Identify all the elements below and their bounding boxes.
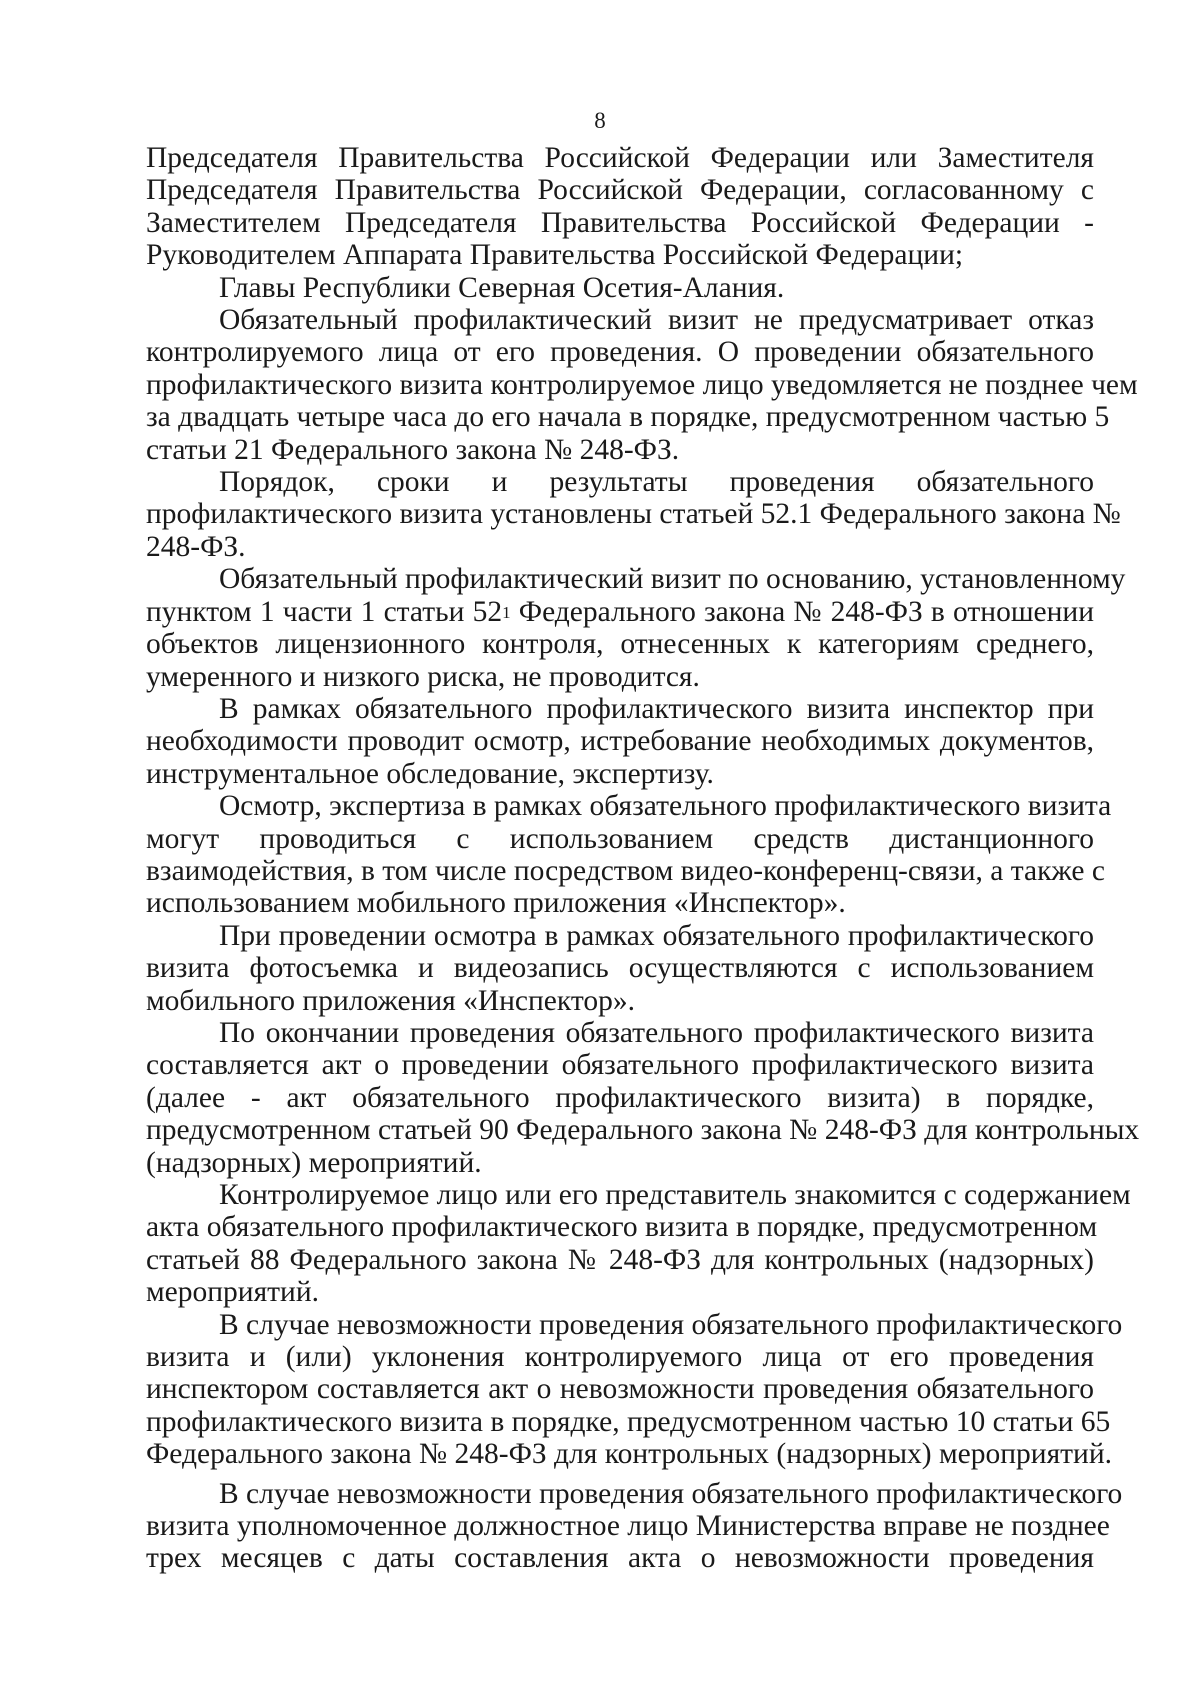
text-line: (надзорных) мероприятий. [146,1146,482,1179]
paragraph-remote-inspection [146,790,1112,920]
text-line: (далее - акт обязательного профилактического визита) в порядке, [146,1081,1094,1114]
text-line: Контролируемое лицо или его представитель знакомится с содержанием [219,1179,1131,1211]
text-fragment: Федерального закона № 248-ФЗ в отношении [510,595,1094,628]
text-line: визита и (или) уклонения контролируемого лица от его проведения [146,1341,1094,1374]
text-line: могут проводиться с использованием средств дистанционного [146,822,1094,855]
text-line: Главы Республики Северная Осетия-Алания. [219,271,785,304]
paragraph-impossibility-act [146,1308,1123,1471]
text-line: профилактического визита установлены статьей 52.1 Федерального закона № [146,498,1121,531]
text-line: Федерального закона № 248-ФЗ для контрольных (надзорных) мероприятий. [146,1438,1112,1471]
paragraph-visit-act [146,1016,1140,1179]
text-line: визита фотосъемка и видеозапись осуществляются с использованием [146,952,1094,985]
text-line: умеренного и низкого риска, не проводится. [146,660,700,693]
paragraph-mandatory-visit-notice [146,304,1138,466]
text-line: 248-ФЗ. [146,530,246,563]
paragraph-procedure [146,466,1121,563]
paragraph-photo-video [146,920,1094,1017]
text-line: объектов лицензионного контроля, отнесенных к категориям среднего, [146,628,1094,661]
text-line: инспектором составляется акт о невозможности проведения обязательного [146,1373,1094,1406]
text-line-with-superscript [146,596,1094,628]
text-line: В рамках обязательного профилактического визита инспектор при [219,692,1094,725]
paragraph-continuation [146,142,1094,272]
paragraph-risk-categories [146,563,1126,693]
text-line: использованием мобильного приложения «Инспектор». [146,887,846,920]
text-line: необходимости проводит осмотр, истребование необходимых документов, [146,725,1094,758]
text-line: Осмотр, экспертиза в рамках обязательного профилактического визита [219,790,1112,823]
text-line: контролируемого лица от его проведения. О проведении обязательного [146,336,1094,369]
text-line: составляется акт о проведении обязательного профилактического визита [146,1049,1094,1082]
text-line: Обязательный профилактический визит по основанию, установленному [219,563,1126,596]
text-line: Руководителем Аппарата Правительства Российской Федерации; [146,239,964,272]
text-line: Председателя Правительства Российской Федерации, согласованному с [146,174,1094,207]
text-line: мобильного приложения «Инспектор». [146,984,635,1017]
text-line: В случае невозможности проведения обязательного профилактического [219,1308,1123,1341]
text-line: визита уполномоченное должностное лицо Министерства вправе не позднее [146,1510,1110,1543]
page-number: 8 [594,108,606,133]
text-line: Заместителем Председателя Правительства Российской Федерации - [146,206,1094,239]
text-line: Порядок, сроки и результаты проведения обязательного [219,466,1094,499]
text-line: статьи 21 Федерального закона № 248-ФЗ. [146,433,680,466]
document-body [146,142,1140,1575]
paragraph-inspector-actions [146,693,1094,790]
text-line: профилактического визита контролируемое лицо уведомляется не позднее чем [146,368,1138,401]
superscript: 1 [502,602,511,622]
text-line: профилактического визита в порядке, предусмотренном частью 10 статьи 65 [146,1405,1111,1438]
paragraph-ministry-rights [146,1477,1123,1575]
text-line: акта обязательного профилактического визита в порядке, предусмотренном [146,1211,1098,1244]
text-line: По окончании проведения обязательного профилактического визита [219,1016,1094,1049]
text-line: трех месяцев с даты составления акта о невозможности проведения [146,1542,1094,1575]
text-line: предусмотренном статьей 90 Федерального закона № 248-ФЗ для контрольных [146,1114,1140,1147]
text-line: статьей 88 Федерального закона № 248-ФЗ для контрольных (надзорных) [146,1243,1094,1276]
text-line: Председателя Правительства Российской Федерации или Заместителя [146,142,1094,174]
text-line: При проведении осмотра в рамках обязательного профилактического [219,919,1094,952]
text-line: Обязательный профилактический визит не предусматривает отказ [219,304,1094,337]
text-line: за двадцать четыре часа до его начала в порядке, предусмотренном частью 5 [146,401,1110,434]
text-line: В случае невозможности проведения обязательного профилактического [219,1477,1123,1510]
text-line: инструментальное обследование, экспертизу. [146,757,714,790]
text-line: мероприятий. [146,1276,319,1309]
text-line: взаимодействия, в том числе посредством видео-конференц-связи, а также с [146,854,1105,887]
paragraph-act-familiarization [146,1179,1131,1309]
paragraph-head-of-republic [146,272,1094,304]
text-fragment: пунктом 1 части 1 статьи 52 [146,595,503,628]
